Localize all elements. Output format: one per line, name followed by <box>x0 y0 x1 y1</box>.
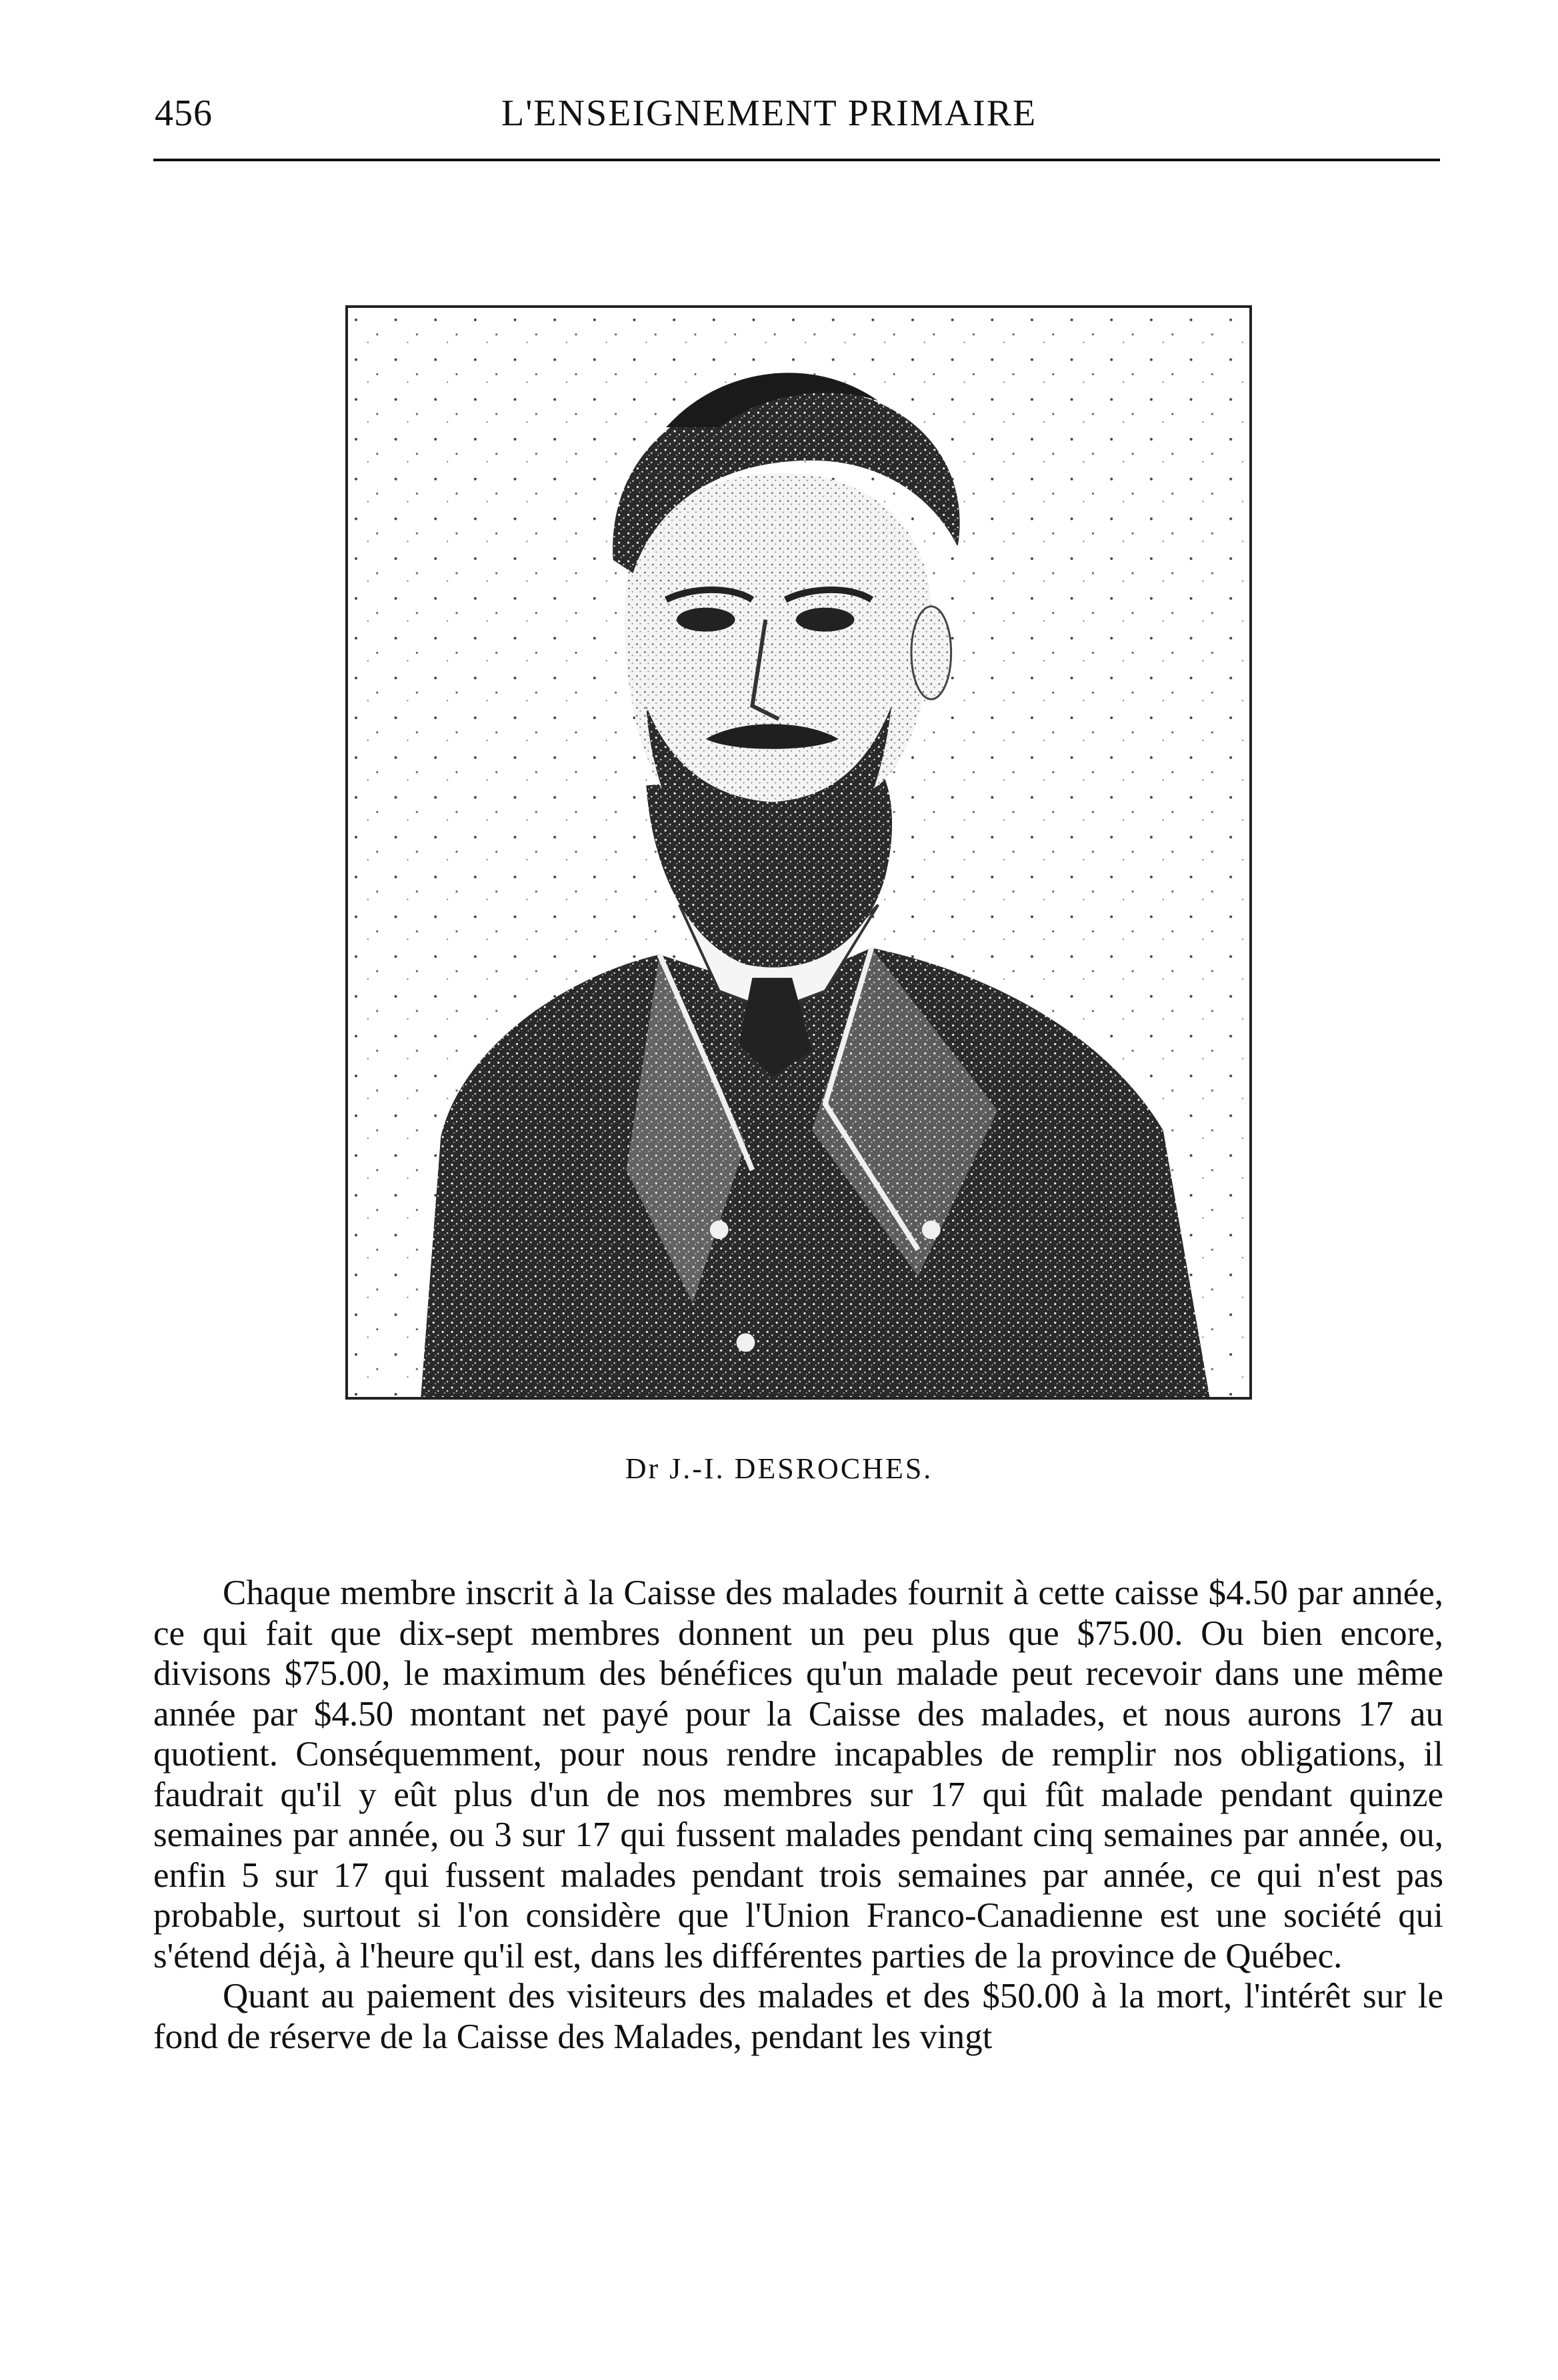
header-rule <box>153 159 1440 161</box>
portrait-illustration <box>348 308 1249 1397</box>
page-number: 456 <box>155 93 213 134</box>
figure-caption <box>0 1452 1558 1486</box>
body-text <box>153 1573 1443 2057</box>
portrait-photo <box>345 305 1252 1400</box>
caption-title: Dr <box>625 1452 661 1485</box>
caption-name: J.-I. DESROCHES. <box>669 1452 933 1485</box>
paragraph: Chaque membre inscrit à la Caisse des malades fournit à cette caisse $4.50 par année, ce qui fait que dix-sept membres donnent un peu plus que $75.00. Ou bien encore, divisons $75.00, le maximum des bénéfices qu'un malade peut recevoir dans une même année par $4.50 montant net payé pour la Caisse des malades, et nous aurons 17 au quotient. Conséquemment, pour nous rendre incapables de remplir nos obligations, il faudrait qu'il y eût plus d'un de nos membres sur 17 qui fût malade pendant quinze semaines par année, ou 3 sur 17 qui fussent malades pendant cinq semaines par année, ou, enfin 5 sur 17 qui fussent malades pendant trois semaines par année, ce qui n'est pas probable, surtout si l'on considère que l'Union Franco-Canadienne est une société qui s'étend déjà, à l'heure qu'il est, dans les différentes parties de la province de Québec. <box>153 1574 1443 1975</box>
running-title: L'ENSEIGNEMENT PRIMAIRE <box>501 93 1037 134</box>
paragraph: Quant au paiement des visiteurs des malades et des $50.00 à la mort, l'intérêt sur le fond de réserve de la Caisse des Malades, pendant les vingt <box>153 1977 1443 2056</box>
running-header <box>155 87 1438 147</box>
